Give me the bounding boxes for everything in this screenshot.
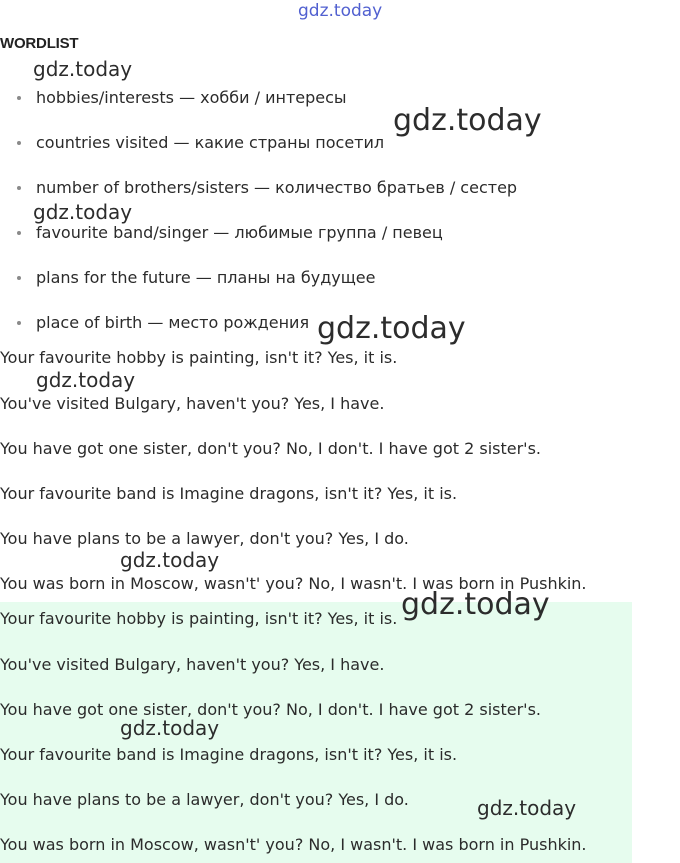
watermark: gdz.today (33, 57, 133, 81)
wordlist-item (17, 133, 384, 153)
answer-sentence: You was born in Moscow, wasn't' you? No, I wasn't. I was born in Pushkin. (0, 835, 587, 854)
bullet-icon (17, 276, 21, 280)
watermark: gdz.today (298, 1, 383, 21)
bullet-icon (17, 321, 21, 325)
answer-sentence: You have got one sister, don't you? No, I don't. I have got 2 sister's. (0, 700, 541, 719)
bullet-icon (17, 96, 21, 100)
bullet-icon (17, 231, 21, 235)
sentence: You was born in Moscow, wasn't' you? No, I wasn't. I was born in Pushkin. (0, 574, 587, 593)
wordlist-heading: WORDLIST (0, 35, 79, 52)
wordlist-item-text: hobbies/interests — хобби / интересы (36, 88, 347, 107)
wordlist-item-text: countries visited — какие страны посетил (36, 133, 385, 152)
watermark: gdz.today (36, 368, 136, 392)
sentence: Your favourite band is Imagine dragons, isn't it? Yes, it is. (0, 484, 458, 503)
sentence: Your favourite hobby is painting, isn't it? Yes, it is. (0, 348, 398, 367)
wordlist-item-text: plans for the future — планы на будущее (36, 268, 376, 287)
watermark: gdz.today (120, 548, 220, 572)
sentence: You've visited Bulgary, haven't you? Yes, I have. (0, 394, 385, 413)
watermark: gdz.today (317, 311, 466, 346)
sentence: You have plans to be a lawyer, don't you? Yes, I do. (0, 529, 409, 548)
sentence: You have got one sister, don't you? No, I don't. I have got 2 sister's. (0, 439, 541, 458)
watermark: gdz.today (401, 587, 550, 622)
watermark: gdz.today (33, 200, 133, 224)
wordlist-item (17, 223, 443, 243)
wordlist-item-text: number of brothers/sisters — количество братьев / сестер (36, 178, 518, 197)
bullet-icon (17, 186, 21, 190)
answer-sentence: Your favourite hobby is painting, isn't it? Yes, it is. (0, 609, 398, 628)
answer-sentence: You've visited Bulgary, haven't you? Yes, I have. (0, 655, 385, 674)
wordlist-item (17, 268, 375, 288)
watermark: gdz.today (477, 796, 577, 820)
answer-sentence: Your favourite band is Imagine dragons, isn't it? Yes, it is. (0, 745, 458, 764)
wordlist-item (17, 313, 309, 333)
wordlist-item-text: favourite band/singer — любимые группа / певец (36, 223, 443, 242)
wordlist-item (17, 88, 347, 108)
answer-sentence: You have plans to be a lawyer, don't you? Yes, I do. (0, 790, 409, 809)
bullet-icon (17, 141, 21, 145)
answer-box (0, 602, 632, 863)
wordlist-item (17, 178, 517, 198)
wordlist-item-text: place of birth — место рождения (36, 313, 310, 332)
watermark: gdz.today (120, 716, 220, 740)
watermark: gdz.today (393, 103, 542, 138)
